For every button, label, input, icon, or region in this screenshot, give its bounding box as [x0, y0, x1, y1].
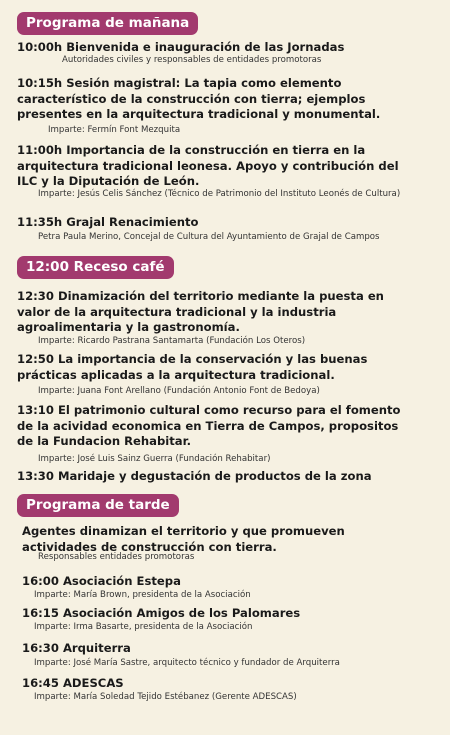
item-title-agentes: Agentes dinamizan el territorio y que promueven actividades de construcción con tierra. [22, 524, 345, 554]
item-sub-1630: Imparte: José María Sastre, arquitecto técnico y fundador de Arquiterra [34, 658, 340, 668]
item-sub-1615: Imparte: Irma Basarte, presidenta de la Asociación [34, 622, 253, 632]
item-sub-1250: Imparte: Juana Font Arellano (Fundación Antonio Font de Bedoya) [38, 386, 320, 396]
item-sub-1600: Imparte: María Brown, presidenta de la Asociación [34, 590, 251, 600]
item-title-1100: 11:00h Importancia de la construcción en tierra en la arquitectura tradicional leonesa. Apoyo y contribución del ILC y la Diputación de León. [17, 143, 399, 188]
item-sub-1645: Imparte: María Soledad Tejido Estébanez (Gerente ADESCAS) [34, 692, 297, 702]
section-afternoon-badge: Programa de tarde [17, 494, 179, 517]
item-title-1310: 13:10 El patrimonio cultural como recurso para el fomento de la acividad economica en Tierra de Campos, propositos de la Fundacion Rehabitar. [17, 403, 401, 448]
item-title-1250: 12:50 La importancia de la conservación y las buenas prácticas aplicadas a la arquitectura tradicional. [17, 352, 368, 382]
item-title-1630: 16:30 Arquiterra [22, 641, 131, 655]
item-title-1600: 16:00 Asociación Estepa [22, 574, 181, 588]
item-sub-1135: Petra Paula Merino, Concejal de Cultura del Ayuntamiento de Grajal de Campos [38, 232, 380, 242]
item-title-1230: 12:30 Dinamización del territorio mediante la puesta en valor de la arquitectura tradicional y la industria agroalimentaria y la gastronomía. [17, 289, 384, 334]
item-sub-1310: Imparte: José Luis Sainz Guerra (Fundación Rehabitar) [38, 454, 271, 464]
item-sub-agentes: Responsables entidades promotoras [38, 552, 195, 562]
item-sub-1230: Imparte: Ricardo Pastrana Santamarta (Fundación Los Oteros) [38, 336, 306, 346]
section-morning-badge: Programa de mañana [17, 12, 198, 35]
item-sub-1015: Imparte: Fermín Font Mezquita [48, 125, 181, 135]
item-title-1000: 10:00h Bienvenida e inauguración de las Jornadas [17, 40, 345, 54]
item-title-1645: 16:45 ADESCAS [22, 676, 124, 690]
section-break-badge: 12:00 Receso café [17, 256, 174, 279]
item-title-1015: 10:15h Sesión magistral: La tapia como elemento característico de la construcción con tierra; ejemplos presentes en la arquitectura tradicional y monumental. [17, 76, 381, 121]
item-title-1615: 16:15 Asociación Amigos de los Palomares [22, 606, 301, 620]
item-title-1330: 13:30 Maridaje y degustación de productos de la zona [17, 469, 372, 483]
item-title-1135: 11:35h Grajal Renacimiento [17, 215, 199, 229]
item-sub-1000: Autoridades civiles y responsables de entidades promotoras [62, 55, 322, 65]
item-sub-1100: Imparte: Jesús Celis Sánchez (Técnico de Patrimonio del Instituto Leonés de Cultura) [38, 189, 401, 199]
